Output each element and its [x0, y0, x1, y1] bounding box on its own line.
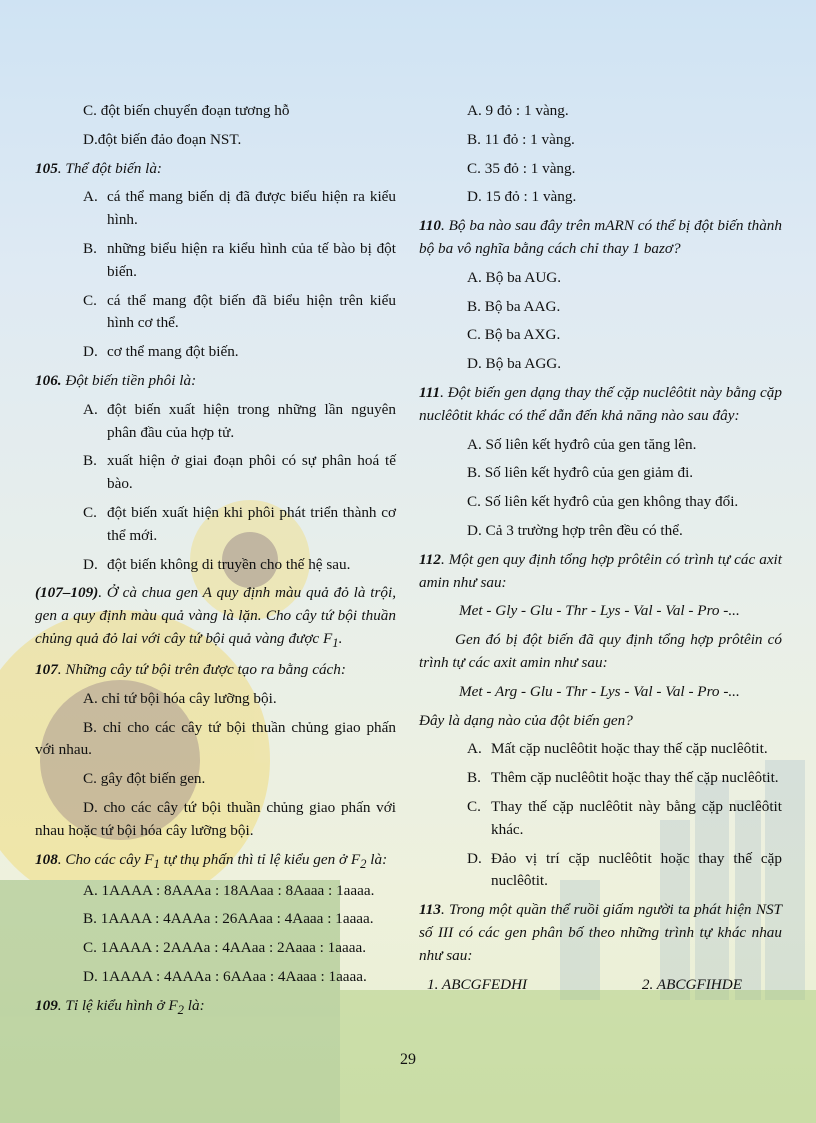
- q108-options: [35, 880, 396, 989]
- question-112: [419, 549, 782, 595]
- q109-options: [419, 100, 782, 209]
- right-column: [419, 100, 782, 996]
- question-text: . Đột biến gen dạng thay thế cặp nuclêôtit này bằng cặp nuclêôtit khác có thể dẫn đến khả năng nào sau đây:: [419, 383, 782, 424]
- option: C. Thay thế cặp nuclêôtit này bằng cặp nuclêôtit khác.: [467, 797, 782, 838]
- option: B. những biểu hiện ra kiểu hình của tế bào bị đột biến.: [83, 239, 396, 280]
- question-107: [35, 659, 396, 682]
- question-text: . Ở cà chua gen A quy định màu quả đỏ là trội, gen a quy định màu quả vàng là lặn. Cho cây tứ bội thuần chủng quả đỏ lai với cây tứ bội quả vàng được F: [35, 584, 396, 647]
- question-number: 105: [35, 159, 58, 177]
- q110-options: [419, 267, 782, 376]
- option: B. 1AAAA : 4AAAa : 26AAaa : 4Aaaa : 1aaaa.: [83, 910, 374, 928]
- mutation-description: Gen đó bị đột biến đã quy định tổng hợp prôtêin có trình tự các axit amin như sau:: [419, 631, 782, 671]
- question-number: 109: [35, 996, 58, 1014]
- gene-order-item: 2. ABCGFIHDE: [641, 975, 742, 993]
- option: A. 9 đỏ : 1 vàng.: [467, 102, 569, 119]
- gene-order-item: 1. ABCGFEDHI: [427, 975, 528, 993]
- option: B. xuất hiện ở giai đoạn phôi có sự phân hoá tế bào.: [83, 452, 396, 493]
- option: B. chỉ cho các cây tứ bội thuần chủng giao phấn với nhau.: [35, 718, 396, 759]
- left-column: [35, 100, 396, 1020]
- question-number: 108: [35, 850, 58, 868]
- question-107-109-intro: (107–109). Ở cà chua gen A quy định màu quả đỏ là trội, gen a quy định màu quả vàng là lặn. Cho cây tứ bội thuần chủng quả đỏ lai với cây tứ bội quả vàng được $F_1$.: [35, 584, 396, 650]
- option: D. cơ thể mang đột biến.: [83, 343, 239, 361]
- question-108: 108. Cho các cây $F_1$ tự thụ phấn thì tỉ lệ kiểu gen ở $F_2$ là:: [35, 850, 388, 871]
- q111-options: [419, 434, 782, 543]
- option: C. 35 đỏ : 1 vàng.: [467, 159, 576, 177]
- question-109: 109. Tỉ lệ kiểu hình ở $F_2$ là:: [35, 996, 205, 1017]
- q106-options: [35, 399, 396, 577]
- question-number: 112: [419, 550, 441, 568]
- option: B. Số liên kết hyđrô của gen giảm đi.: [467, 464, 694, 482]
- option: C. gây đột biến gen.: [83, 770, 206, 788]
- question-number: 107: [35, 660, 58, 678]
- question-number: 106.: [35, 371, 62, 389]
- amino-acid-sequence-1: Met - Gly - Glu - Thr - Lys - Val - Val - Pro -...: [459, 602, 740, 620]
- option: D. đột biến không di truyền cho thế hệ sau.: [83, 555, 351, 573]
- option: B. Bộ ba AAG.: [467, 297, 561, 315]
- option: D. 1AAAA : 4AAAa : 6AAaa : 4Aaaa : 1aaaa.: [83, 967, 367, 985]
- option: A. Số liên kết hyđrô của gen tăng lên.: [467, 435, 697, 453]
- option: A. cá thể mang biến dị đã được biểu hiện ra kiểu hình.: [83, 188, 396, 229]
- option: D. 15 đỏ : 1 vàng.: [467, 188, 577, 206]
- amino-acid-sequence-2: Met - Arg - Glu - Thr - Lys - Val - Val - Pro -...: [459, 682, 740, 700]
- question-text: . Bộ ba nào sau đây trên mARN có thể bị đột biến thành bộ ba vô nghĩa bằng cách chỉ thay 1 bazơ?: [419, 217, 782, 257]
- question-number: (107–109): [35, 584, 99, 602]
- question-111: [419, 382, 782, 428]
- option: B. 11 đỏ : 1 vàng.: [467, 130, 575, 148]
- option: C. Bộ ba AXG.: [467, 326, 561, 344]
- question-113: [419, 899, 782, 967]
- question-110: [419, 215, 782, 261]
- option: D. Cả 3 trường hợp trên đều có thể.: [467, 521, 683, 539]
- q105-options: [35, 186, 396, 364]
- option: A. Mất cặp nuclêôtit hoặc thay thế cặp nuclêôtit.: [467, 740, 768, 758]
- option: A. Bộ ba AUG.: [467, 268, 562, 286]
- option: D. cho các cây tứ bội thuần chủng giao phấn với nhau hoặc tứ bội hóa cây lưỡng bội.: [35, 798, 396, 839]
- option: C. đột biến xuất hiện khi phôi phát triển thành cơ thể mới.: [83, 503, 396, 544]
- question-number: 111: [419, 383, 441, 401]
- option: A. đột biến xuất hiện trong những lần nguyên phân đầu của hợp tử.: [83, 400, 396, 441]
- option: A. chỉ tứ bội hóa cây lưỡng bội.: [83, 689, 277, 707]
- question-text: . Thể đột biến là:: [57, 159, 162, 177]
- option: A. 1AAAA : 8AAAa : 18AAaa : 8Aaaa : 1aaaa.: [83, 881, 375, 899]
- question-112-ask: Đây là dạng nào của đột biến gen?: [419, 711, 633, 729]
- option-d-dao-doan: D.đột biến đảo đoạn NST.: [83, 130, 242, 148]
- question-text: Đột biến tiền phôi là:: [61, 371, 197, 389]
- option: C. cá thể mang đột biến đã biểu hiện trên kiểu hình cơ thể.: [83, 291, 396, 332]
- question-text: . Trong một quần thể ruồi giấm người ta phát hiện NST số III có các gen phân bố theo những trình tự khác nhau như sau:: [419, 901, 782, 964]
- page-number: 29: [400, 1051, 416, 1068]
- question-number: 113: [419, 901, 441, 919]
- question-text: . Những cây tứ bội trên được tạo ra bằng cách:: [57, 660, 346, 678]
- gene-order-list: [419, 974, 782, 997]
- option: B. Thêm cặp nuclêôtit hoặc thay thế cặp nuclêôtit.: [467, 769, 779, 787]
- option: C. 1AAAA : 2AAAa : 4AAaa : 2Aaaa : 1aaaa.: [83, 939, 366, 957]
- option-c-chuyen-doan: C. đột biến chuyển đoạn tương hỗ: [83, 102, 290, 119]
- option: D. Đảo vị trí cặp nuclêôtit hoặc thay thế cặp nuclêôtit.: [467, 849, 782, 890]
- question-105: [35, 158, 396, 181]
- option: D. Bộ ba AGG.: [467, 355, 562, 373]
- option: C. Số liên kết hyđrô của gen không thay đổi.: [467, 493, 739, 511]
- question-number: 110: [419, 217, 441, 235]
- q112-options: [419, 738, 782, 893]
- question-text: . Một gen quy định tổng hợp prôtêin có trình tự các axit amin như sau:: [419, 550, 782, 591]
- question-106: [35, 370, 396, 393]
